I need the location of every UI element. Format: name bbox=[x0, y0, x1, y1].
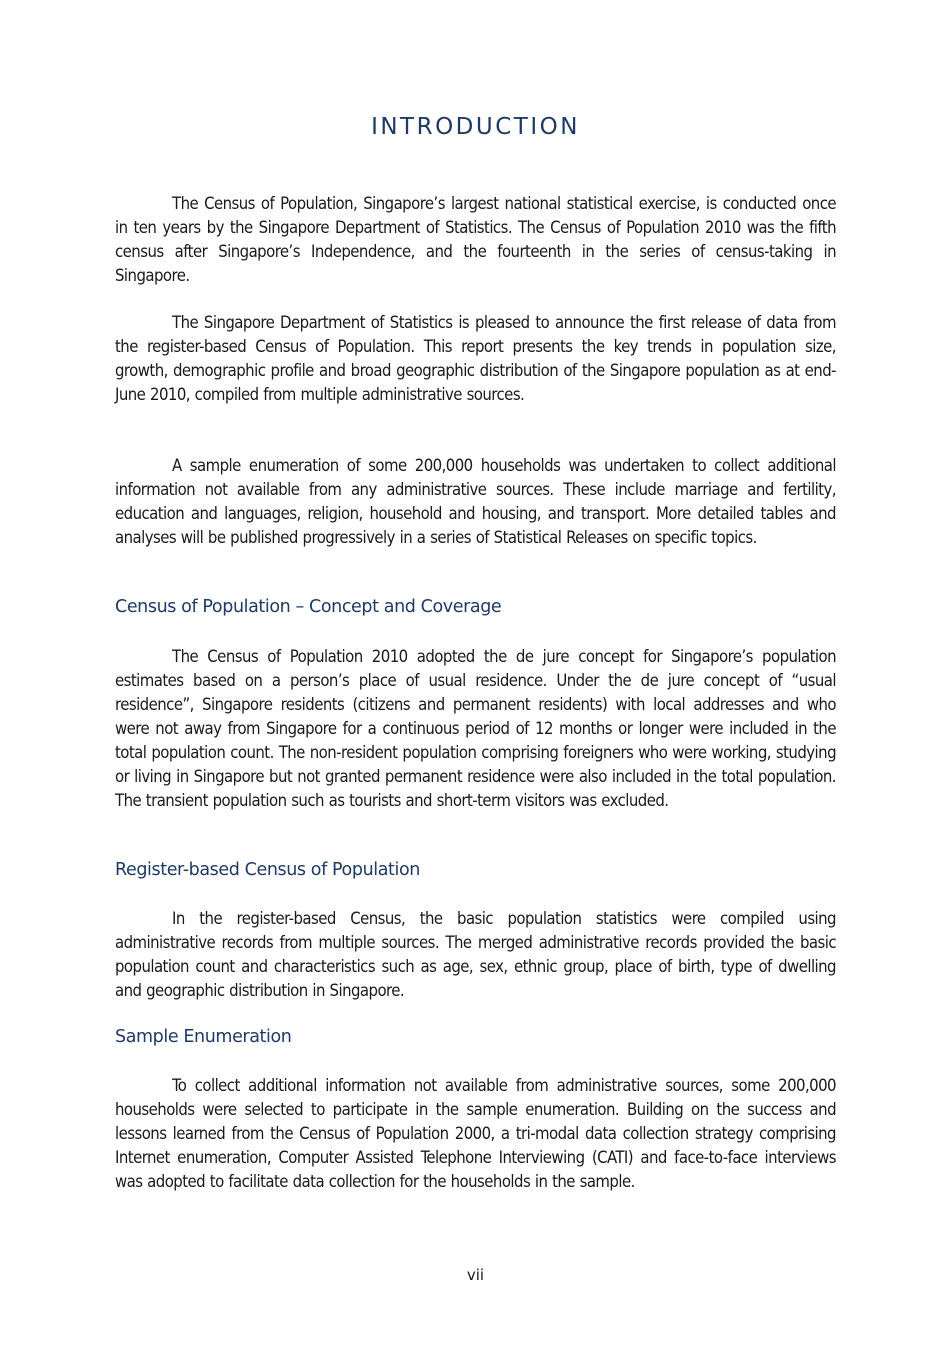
section-paragraph-sample-enumeration bbox=[115, 1074, 836, 1194]
paragraph-text: A sample enumeration of some 200,000 households was undertaken to collect additional information not available from any administrative sources. These include marriage and fertility, education and languages, religion, household and housing, and transport. More detailed tables and analyses will be published progressively in a series of Statistical Releases on specific topics. bbox=[115, 456, 836, 547]
section-heading-sample-enumeration: Sample Enumeration bbox=[115, 1027, 292, 1047]
paragraph-text: The Census of Population, Singapore’s largest national statistical exercise, is conducted once in ten years by the Singapore Department of Statistics. The Census of Population 2010 was the fifth census after Singapore’s Independence, and the fourteenth in the series of census-taking in Singapore. bbox=[115, 194, 836, 285]
paragraph-text: To collect additional information not available from administrative sources, some 200,000 households were selected to participate in the sample enumeration. Building on the success and lessons learned from the Census of Population 2000, a tri-modal data collection strategy comprising Internet enumeration, Computer Assisted Telephone Interviewing (CATI) and face-to-face interviews was adopted to facilitate data collection for the households in the sample. bbox=[115, 1076, 836, 1191]
page-title: INTRODUCTION bbox=[371, 114, 580, 140]
paragraph-text: In the register-based Census, the basic population statistics were compiled using administrative records from multiple sources. The merged administrative records provided the basic population count and characteristics such as age, sex, ethnic group, place of birth, type of dwelling and geographic distribution in Singapore. bbox=[115, 909, 836, 1000]
page-number: vii bbox=[466, 1266, 485, 1284]
intro-paragraph-2 bbox=[115, 311, 836, 407]
paragraph-text: The Census of Population 2010 adopted the de jure concept for Singapore’s population estimates based on a person’s place of usual residence. Under the de jure concept of “usual residence”, Singapore residents (citizens and permanent residents) with local addresses and who were not away from Singapore for a continuous period of 12 months or longer were included in the total population count. The non-resident population comprising foreigners who were working, studying or living in Singapore but not granted permanent residence were also included in the total population. The transient population such as tourists and short-term visitors was excluded. bbox=[115, 647, 836, 810]
section-paragraph-concept-coverage bbox=[115, 645, 836, 813]
paragraph-text: The Singapore Department of Statistics is pleased to announce the first release of data from the register-based Census of Population. This report presents the key trends in population size, growth, demographic profile and broad geographic distribution of the Singapore population as at end-June 2010, compiled from multiple administrative sources. bbox=[115, 313, 836, 404]
section-heading-register-based: Register-based Census of Population bbox=[115, 860, 420, 880]
section-heading-concept-coverage: Census of Population – Concept and Coverage bbox=[115, 597, 502, 617]
section-paragraph-register-based bbox=[115, 907, 836, 1003]
intro-paragraph-1 bbox=[115, 192, 836, 288]
intro-paragraph-3 bbox=[115, 454, 836, 550]
